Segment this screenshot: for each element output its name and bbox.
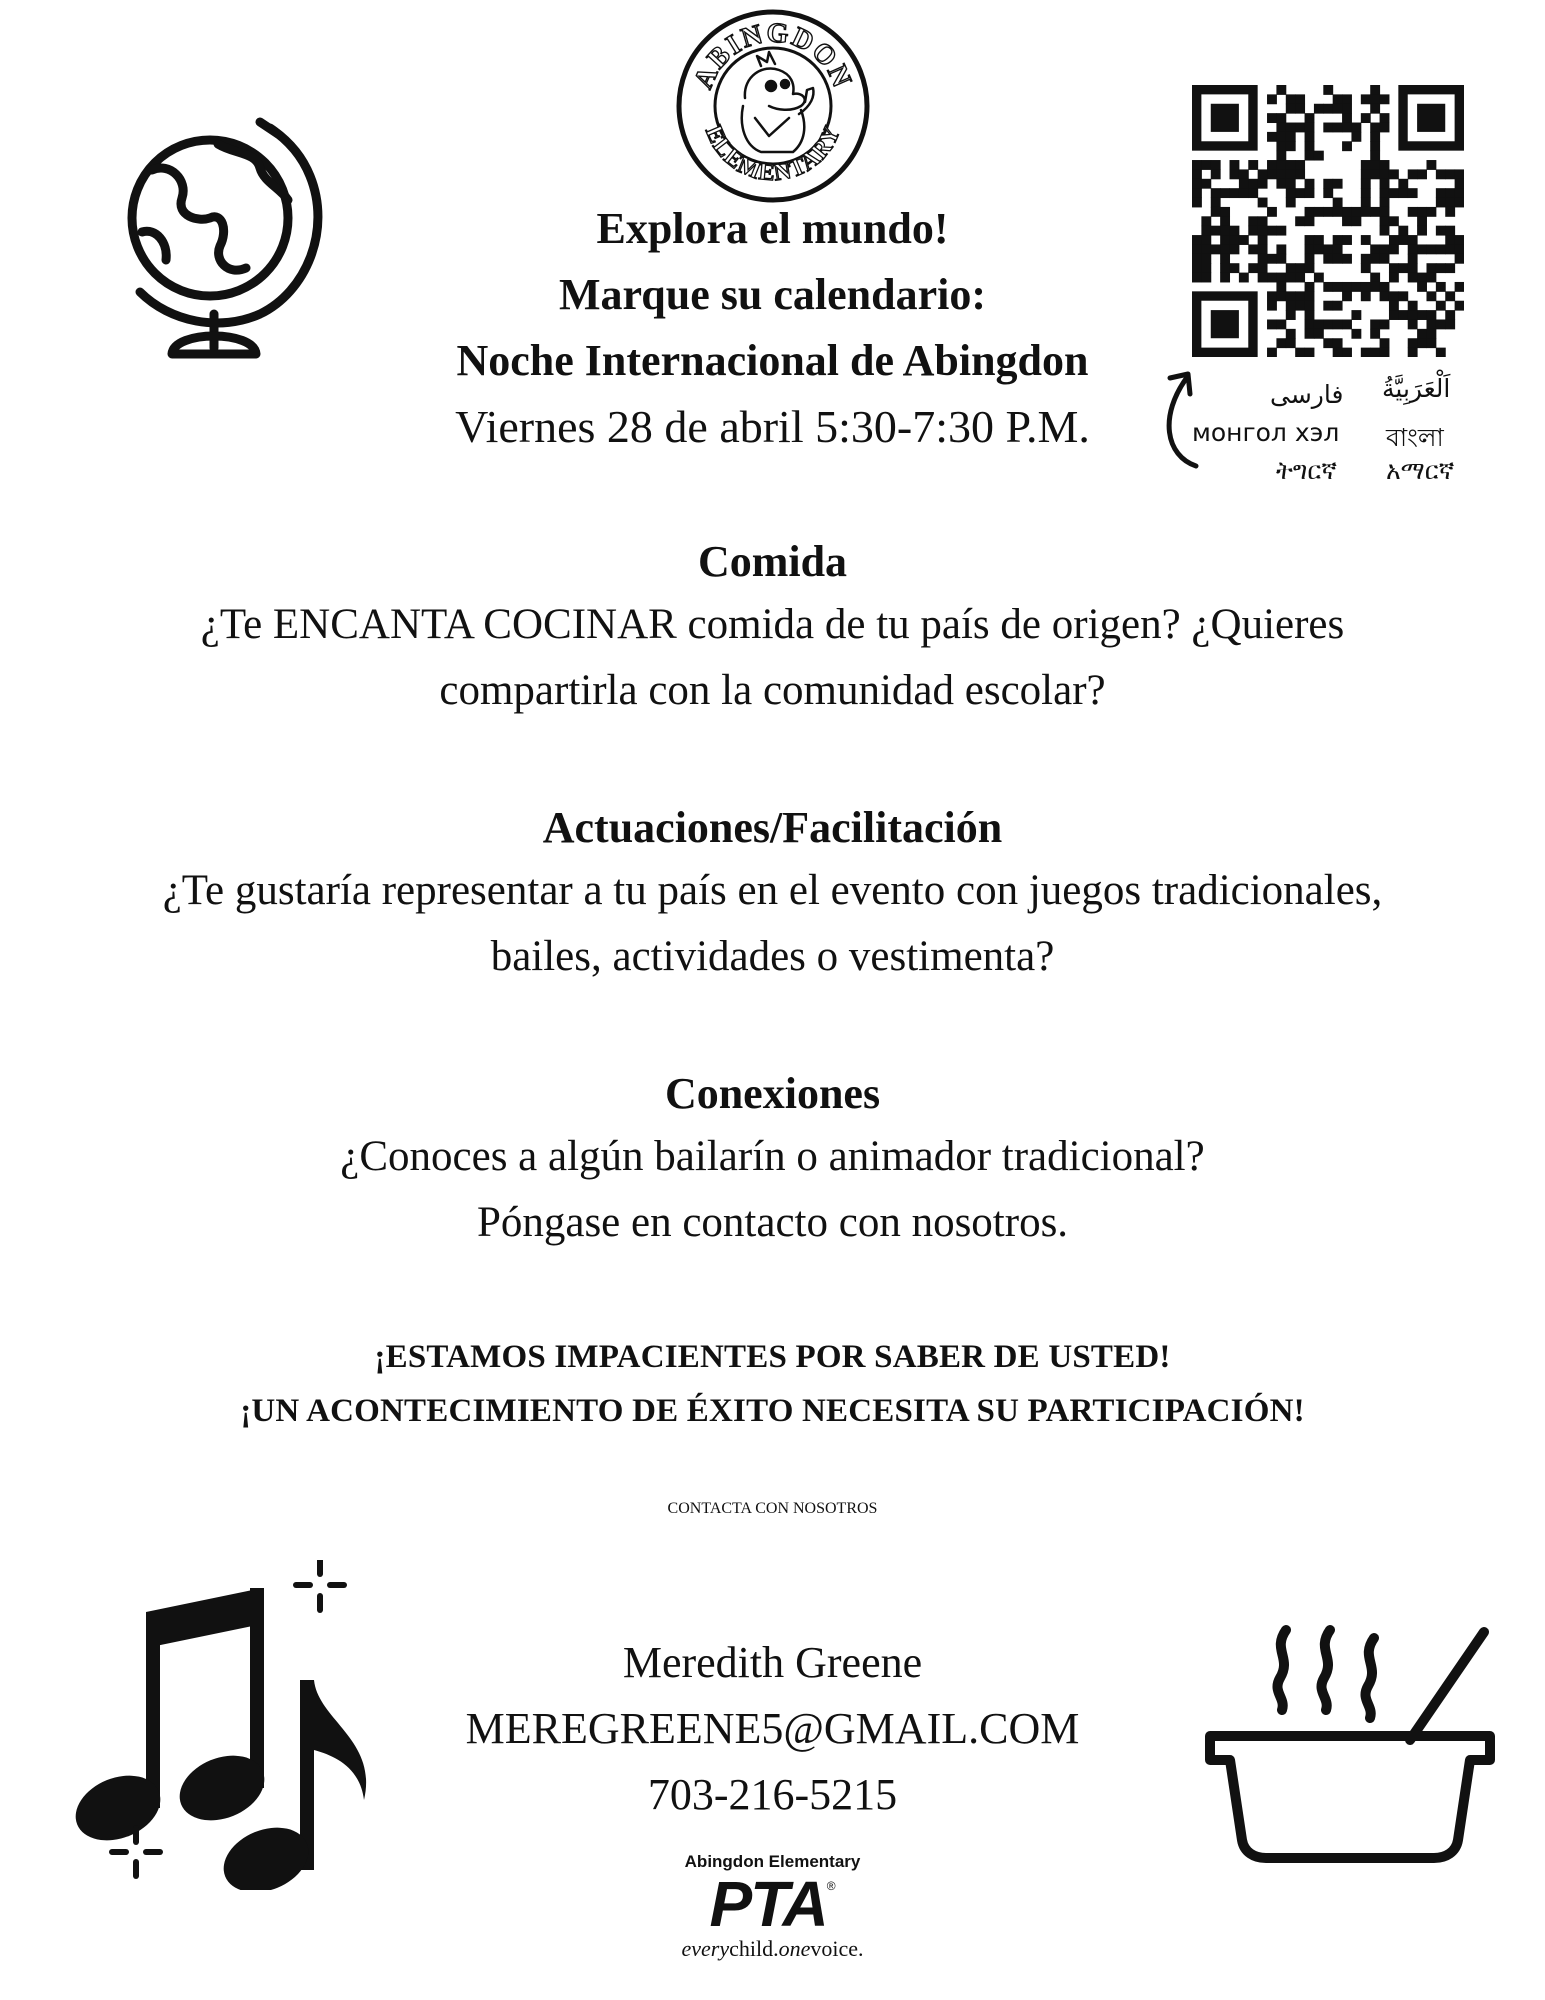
section-line: ¿Te gustaría representar a tu país en el evento con juegos tradicionales,	[162, 867, 1383, 914]
qr-module	[1305, 113, 1315, 123]
qr-module	[1305, 123, 1315, 133]
lang-arabic: اَلْعَرَبِيَّةُ	[1382, 374, 1451, 403]
qr-module	[1361, 169, 1371, 179]
qr-module	[1211, 160, 1221, 170]
section-title: Comida	[697, 537, 848, 586]
qr-module	[1455, 179, 1464, 189]
qr-module	[1370, 94, 1380, 104]
event-date: Viernes 28 de abril 5:30-7:30 P.M.	[455, 401, 1090, 452]
qr-module	[1248, 179, 1258, 189]
section-line: Póngase en contacto con nosotros.	[476, 1199, 1069, 1246]
qr-module	[1323, 123, 1333, 133]
qr-module	[1351, 132, 1361, 142]
qr-module	[1295, 123, 1305, 133]
pta-school-name: Abingdon Elementary	[684, 1852, 861, 1871]
qr-module	[1342, 141, 1352, 151]
header-line-2: Marque su calendario:	[559, 270, 986, 319]
qr-module	[1286, 160, 1296, 170]
qr-module	[1286, 141, 1296, 151]
qr-module	[1276, 169, 1286, 179]
qr-module	[1370, 132, 1380, 142]
qr-module	[1230, 160, 1240, 170]
qr-module	[1361, 94, 1371, 104]
qr-module	[1201, 160, 1211, 170]
qr-module	[1276, 151, 1286, 161]
qr-module	[1380, 94, 1390, 104]
qr-module	[1361, 179, 1371, 189]
qr-module	[1342, 104, 1352, 114]
qr-module	[1333, 179, 1343, 189]
qr-module	[1295, 104, 1305, 114]
qr-module	[1192, 160, 1202, 170]
callout-line-2: ¡UN ACONTECIMIENTO DE ÉXITO NECESITA SU PARTICIPACIÓN!	[240, 1393, 1305, 1429]
qr-module	[1361, 113, 1371, 123]
qr-module	[1286, 123, 1296, 133]
qr-module	[1211, 169, 1221, 179]
qr-module	[1408, 169, 1418, 179]
qr-module	[1342, 113, 1352, 123]
logo-top-text: ABINGDON	[687, 17, 859, 94]
qr-finder-center	[1211, 104, 1239, 132]
qr-module	[1286, 104, 1296, 114]
qr-module	[1342, 94, 1352, 104]
qr-module	[1370, 160, 1380, 170]
qr-module	[1286, 179, 1296, 189]
section-line: compartirla con la comunidad escolar?	[439, 667, 1106, 714]
qr-module	[1295, 160, 1305, 170]
qr-module	[1267, 169, 1277, 179]
qr-module	[1380, 123, 1390, 133]
section-line: ¿Te ENCANTA COCINAR comida de tu país de origen? ¿Quieres	[200, 601, 1345, 648]
qr-module	[1351, 123, 1361, 133]
section-line: ¿Conoces a algún bailarín o animador tradicional?	[340, 1133, 1205, 1180]
tag-one: one	[778, 1936, 811, 1961]
qr-module	[1333, 123, 1343, 133]
qr-module	[1276, 132, 1286, 142]
header-line-1: Explora el mundo!	[596, 204, 949, 253]
qr-module	[1267, 160, 1277, 170]
contact-phone[interactable]: 703-216-5215	[647, 1770, 898, 1819]
section-line: bailes, actividades o vestimenta?	[490, 933, 1055, 980]
qr-module	[1276, 113, 1286, 123]
qr-module	[1323, 85, 1333, 95]
qr-module	[1239, 169, 1249, 179]
qr-module	[1370, 85, 1380, 95]
qr-module	[1370, 141, 1380, 151]
qr-module	[1276, 160, 1286, 170]
lang-tigrinya: ትግርኛ	[1276, 456, 1338, 485]
logo-bottom-text: ELEMENTARY	[699, 121, 847, 187]
section-conexiones	[0, 1064, 1545, 1256]
qr-module	[1192, 179, 1202, 189]
qr-module	[1323, 179, 1333, 189]
qr-module	[1314, 104, 1324, 114]
qr-module	[1361, 160, 1371, 170]
tag-every: every	[681, 1936, 730, 1961]
qr-module	[1267, 94, 1277, 104]
qr-module	[1455, 169, 1464, 179]
qr-module	[1192, 169, 1202, 179]
qr-module	[1370, 104, 1380, 114]
qr-module	[1417, 169, 1427, 179]
lang-amharic: አማርኛ	[1386, 456, 1455, 485]
qr-module	[1436, 169, 1446, 179]
contact-name: Meredith Greene	[622, 1638, 923, 1687]
qr-module	[1286, 169, 1296, 179]
qr-module	[1333, 94, 1343, 104]
qr-module	[1323, 104, 1333, 114]
qr-module	[1380, 113, 1390, 123]
lang-mongolian: монгол хэл	[1192, 418, 1340, 447]
qr-module	[1286, 132, 1296, 142]
qr-module	[1258, 179, 1268, 189]
contact-email[interactable]: MEREGREENE5@GMAIL.COM	[465, 1704, 1080, 1753]
qr-module	[1295, 169, 1305, 179]
qr-module	[1370, 123, 1380, 133]
qr-module	[1276, 123, 1286, 133]
qr-finder-center	[1417, 104, 1445, 132]
qr-module	[1370, 151, 1380, 161]
qr-module	[1276, 85, 1286, 95]
qr-module	[1314, 151, 1324, 161]
qr-module	[1239, 179, 1249, 189]
qr-module	[1305, 179, 1315, 189]
qr-module	[1267, 132, 1277, 142]
qr-module	[1286, 94, 1296, 104]
section-title: Actuaciones/Facilitación	[542, 803, 1003, 852]
cooking-pot-icon	[1200, 1610, 1500, 1870]
qr-module	[1389, 169, 1399, 179]
pta-wordmark: PTA	[709, 1868, 827, 1940]
qr-module	[1380, 179, 1390, 189]
callout	[0, 1330, 1545, 1438]
section-title: Conexiones	[664, 1069, 881, 1118]
music-notes-icon	[66, 1560, 386, 1890]
registered-mark: ®	[826, 1878, 836, 1893]
qr-module	[1276, 179, 1286, 189]
qr-module	[1267, 113, 1277, 123]
qr-module	[1370, 169, 1380, 179]
qr-module	[1445, 169, 1455, 179]
qr-module	[1342, 123, 1352, 133]
qr-module	[1305, 141, 1315, 151]
tag-child: child.	[729, 1936, 779, 1961]
qr-module	[1258, 169, 1268, 179]
qr-module	[1305, 132, 1315, 142]
section-actuaciones	[0, 798, 1545, 990]
qr-module	[1380, 169, 1390, 179]
event-header	[0, 196, 1545, 460]
section-comida	[0, 532, 1545, 724]
qr-module	[1230, 169, 1240, 179]
qr-module	[1333, 104, 1343, 114]
lang-bengali: বাংলা	[1386, 423, 1444, 452]
tag-voice: voice.	[810, 1936, 864, 1961]
qr-module	[1248, 160, 1258, 170]
header-line-3: Noche Internacional de Abingdon	[456, 336, 1089, 385]
qr-module	[1426, 160, 1436, 170]
qr-module	[1380, 160, 1390, 170]
qr-module	[1398, 179, 1408, 189]
qr-module	[1305, 151, 1315, 161]
qr-module	[1295, 94, 1305, 104]
callout-line-1: ¡ESTAMOS IMPACIENTES POR SABER DE USTED!	[374, 1339, 1171, 1375]
school-logo	[673, 6, 873, 206]
qr-module	[1201, 179, 1211, 189]
lang-farsi: فارسی	[1270, 380, 1344, 409]
contact-title: CONTACTA CON NOSOTROS	[667, 1500, 878, 1517]
qr-module	[1276, 141, 1286, 151]
